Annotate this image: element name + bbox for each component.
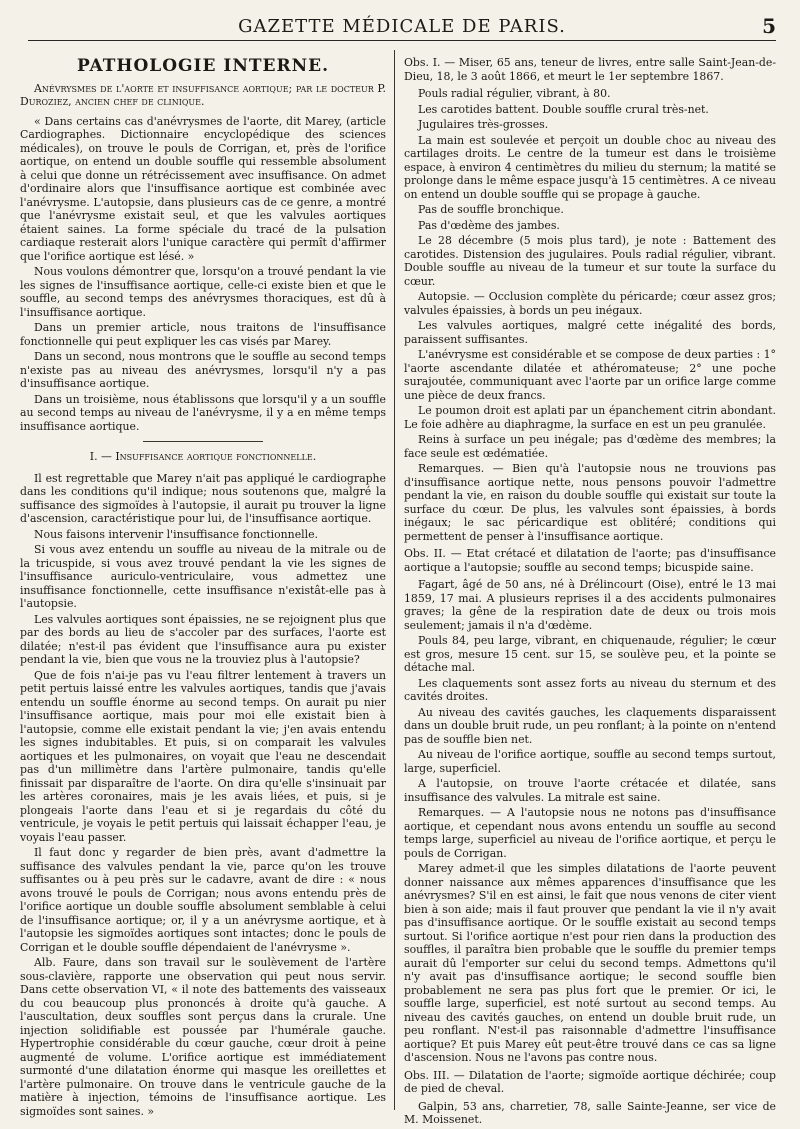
paragraph: Que de fois n'ai-je pas vu l'eau filtrer lentement à travers un petit pertuis laissé entre les valvules aortiques, tandis que j'avais entendu un souffle énorme au second temps. On aurait pu nier l'insuffisance aortique, mais pour moi elle existait bien à l'autopsie, comme elle existait pendant la vie; j'en avais entendu les signes indubitables. Et puis, si on comparait les valvules aortiques et les pulmonaires, on voyait que l'eau ne descendait pas d'un millimètre dans l'artère pulmonaire, tandis qu'elle finissait par disparaître de l'aorte. On dira qu'elle s'insinuait par les artères coronaires, mais je les avais liées, et puis, si je plongeais l'aorte dans l'eau et si je regardais du côté du ventricule, je voyais le petit pertuis qui laissait échapper l'eau, je voyais l'eau passer. [20, 668, 386, 844]
paragraph: Si vous avez entendu un souffle au niveau de la mitrale ou de la tricuspide, si vous avez trouvé pendant la vie les signes de l'insuffisance auriculo-ventriculaire, vous admettez une insuffisance fonctionnelle, cette insuffisance n'existât-elle pas à l'autopsie. [20, 543, 386, 610]
paragraph: Au niveau des cavités gauches, les claquements disparaissent dans un double bruit rude, un peu ronflant; à la pointe on n'entend pas de souffle bien net. [404, 705, 776, 746]
paragraph: L'anévrysme est considérable et se compose de deux parties : 1° l'aorte ascendante dilatée et athéromateuse; 2° une poche surajoutée, communiquant avec l'aorte par un orifice large comme une pièce de deux francs. [404, 348, 776, 402]
subsection-heading: I. — Insuffisance aortique fonctionnelle. [89, 450, 317, 463]
left-column [20, 52, 386, 1120]
paragraph: Les claquements sont assez forts au niveau du sternum et des cavités droites. [404, 676, 776, 703]
paragraph: Il est regrettable que Marey n'ait pas appliqué le cardiographe dans les conditions qu'il indique; nous soutenons que, malgré la suffisance des sigmoïdes à l'autopsie, il aurait pu trouver la ligne d'ascension, caractéristique pour lui, de l'insuffisance aortique. [20, 471, 386, 525]
page-number: 5 [762, 14, 776, 38]
paragraph: La main est soulevée et perçoit un double choc au niveau des cartilages droits. Le centre de la tumeur est dans le troisième espace, à environ 4 centimètres du milieu du sternum; la matité se prolonge dans le même espace jusqu'à 15 centimètres. A ce niveau on entend un double souffle qui se propage à gauche. [404, 133, 776, 201]
paragraph: Nous voulons démontrer que, lorsqu'on a trouvé pendant la vie les signes de l'insuffisance aortique, celle-ci existe bien et que le souffle, au second temps des anévrysmes thoraciques, est dû à l'insuffisance aortique. [20, 265, 386, 319]
paragraph: Fagart, âgé de 50 ans, né à Drélincourt (Oise), entré le 13 mai 1859, 17 mai. A plusieurs reprises il a des accidents pulmonaires graves; la gêne de la respiration date de deux ou trois mois seulement; jamais il n'a d'œdème. [404, 578, 776, 632]
paragraph: Autopsie. — Occlusion complète du péricarde; cœur assez gros; valvules épaissies, à bords un peu inégaux. [404, 290, 776, 317]
paragraph: Alb. Faure, dans son travail sur le soulèvement de l'artère sous-clavière, rapporte une observation qui peut nous servir. Dans cette observation VI, « il note des battements des vaisseaux du cou beaucoup plus prononcés à droite qu'à gauche. A l'auscultation, deux souffles sont perçus dans la crurale. Une injection solidifiable est poussée par l'humérale gauche. Hypertrophie considérable du cœur gauche, cœur droit à peine augmenté de volume. L'orifice aortique est immédiatement surmonté d'une dilatation énorme qui masque les oreillettes et l'artère pulmonaire. On trouve dans le ventricule gauche de la matière à injection, témoins de l'insuffisance aortique. Les sigmoïdes sont saines. » [20, 956, 386, 1118]
observation-1-heading: Obs. I. — Miser, 65 ans, teneur de livres, entre salle Saint-Jean-de-Dieu, 18, le 3 août 1866, et meurt le 1er septembre 1867. [404, 56, 776, 83]
paragraph: Le poumon droit est aplati par un épanchement citrin abondant. Le foie adhère au diaphragme, la surface en est un peu granulée. [404, 404, 776, 431]
paragraph: Pouls radial régulier, vibrant, à 80. [418, 87, 611, 100]
paragraph: Pas de souffle bronchique. [418, 203, 564, 216]
column-divider [394, 50, 395, 1110]
paragraph: Les valvules aortiques sont épaissies, ne se rejoignent plus que par des bords au lieu de s'accoler par des surfaces, l'aorte est dilatée; n'est-il pas évident que l'insuffisance aura pu exister pendant la vie, bien que vous ne la trouviez plus à l'autopsie? [20, 612, 386, 666]
paragraph: Les valvules aortiques, malgré cette inégalité des bords, paraissent suffisantes. [404, 319, 776, 346]
paragraph: Marey admet-il que les simples dilatations de l'aorte peuvent donner naissance aux mêmes apparences d'insuffisance que les anévrysmes? S'il en est ainsi, le fait que nous venons de citer vient bien à son aide; mais il faut prouver que pendant la vie il n'y avait pas d'insuffisance aortique. Or le souffle existait au second temps surtout. Si l'orifice aortique n'est pour rien dans la production des souffles, il paraîtra bien probable que le souffle du premier temps aurait dû l'emporter sur celui du second temps. Admettons qu'il n'y avait pas d'insuffisance aortique; le second souffle bien probablement ne sera pas plus fort que le premier. Or ici, le souffle large, superficiel, est noté surtout au second temps. Au niveau des cavités gauches, on entend un double bruit rude, un peu ronflant. N'est-il pas raisonnable d'admettre l'insuffisance aortique? Et puis Marey eût peut-être trouvé dans ce cas sa ligne d'ascension. Nous ne l'avons pas contre nous. [404, 862, 776, 1064]
article-heading: Anévrysmes de l'aorte et insuffisance aortique; par le docteur P. Duroziez, ancien chef de clinique. [20, 81, 386, 108]
paragraph: Pouls 84, peu large, vibrant, en chiquenaude, régulier; le cœur est gros, mesure 15 cent. sur 15, se soulève peu, et la pointe se détache mal. [404, 634, 776, 674]
paragraph: Jugulaires très-grosses. [418, 118, 549, 131]
paragraph: « Dans certains cas d'anévrysmes de l'aorte, dit Marey, (article Cardiographes. Dictionnaire encyclopédique des sciences médicales), on trouve le pouls de Corrigan, et, près de l'orifice aortique, on entend un double souffle qui ressemble absolument à celui que donne un rétrécissement avec insuffisance. On admet d'ordinaire alors que l'insuffisance aortique est combinée avec l'anévrysme. L'autopsie, dans plusieurs cas de ce genre, a montré que l'anévrysme existait seul, et que les valvules aortiques étaient saines. La forme spéciale du tracé de la pulsation cardiaque resterait alors l'unique caractère qui permît d'affirmer que l'orifice aortique est lésé. » [20, 114, 386, 263]
paragraph: Il faut donc y regarder de bien près, avant d'admettre la suffisance des valvules pendant la vie, parce qu'on les trouve suffisantes ou à peu près sur le cadavre, avant de dire : « nous avons trouvé le pouls de Corrigan; nous avons entendu près de l'orifice aortique un double souffle absolument semblable à celui de l'insuffisance aortique; or, il y a un anévrysme aortique, et à l'autopsie les sigmoïdes aortiques sont intactes; donc le pouls de Corrigan et le double souffle dépendaient de l'anévrysme ». [20, 846, 386, 954]
paragraph: A l'autopsie, on trouve l'aorte crétacée et dilatée, sans insuffisance des valvules. La mitrale est saine. [404, 777, 776, 804]
right-column [404, 52, 776, 1129]
section-rule [143, 441, 263, 442]
paragraph: Nous faisons intervenir l'insuffisance fonctionnelle. [34, 527, 319, 541]
paragraph: Dans un premier article, nous traitons de l'insuffisance fonctionnelle qui peut expliquer les cas visés par Marey. [20, 321, 386, 348]
observation-2-heading: Obs. II. — Etat crétacé et dilatation de l'aorte; pas d'insuffisance aortique a l'autopsie; souffle au second temps; bicuspide saine. [404, 547, 776, 574]
paragraph: Le 28 décembre (5 mois plus tard), je note : Battement des carotides. Distension des jugulaires. Pouls radial régulier, vibrant. Double souffle au niveau de la tumeur et sur toute la surface du cœur. [404, 234, 776, 288]
paragraph: Reins à surface un peu inégale; pas d'œdème des membres; la face seule est œdématiée. [404, 433, 776, 460]
observation-3-heading: Obs. III. — Dilatation de l'aorte; sigmoïde aortique déchirée; coup de pied de cheval. [404, 1068, 776, 1095]
section-title: PATHOLOGIE INTERNE. [76, 56, 330, 76]
page-header [28, 14, 776, 41]
paragraph: Dans un second, nous montrons que le souffle au second temps n'existe pas au niveau des anévrysmes, lorsqu'il n'y a pas d'insuffisance aortique. [20, 350, 386, 390]
journal-title: GAZETTE MÉDICALE DE PARIS. [238, 16, 566, 37]
paragraph: Au niveau de l'orifice aortique, souffle au second temps surtout, large, superficiel. [404, 748, 776, 775]
paragraph: Pas d'œdème des jambes. [418, 218, 560, 232]
paragraph: Les carotides battent. Double souffle crural très-net. [418, 102, 709, 116]
remarks-1: Remarques. — Bien qu'à l'autopsie nous ne trouvions pas d'insuffisance aortique nette, nous pensons pouvoir l'admettre pendant la vie, en raison du double souffle qui existait sur toute la surface du cœur. De plus, les valvules sont épaissies, à bords inégaux; le sac péricardique est oblitéré; conditions qui permettent de penser à l'insuffisance aortique. [404, 462, 776, 543]
remarks-2: Remarques. — A l'autopsie nous ne notons pas d'insuffisance aortique, et cependant nous avons entendu un souffle au second temps large, superficiel au niveau de l'orifice aortique, et perçu le pouls de Corrigan. [404, 806, 776, 860]
paragraph: Dans un troisième, nous établissons que lorsqu'il y a un souffle au second temps au niveau de l'anévrysme, il y a en même temps insuffisance aortique. [20, 392, 386, 433]
paragraph: Galpin, 53 ans, charretier, 78, salle Sainte-Jeanne, ser vice de M. Moissenet. [404, 1099, 776, 1126]
